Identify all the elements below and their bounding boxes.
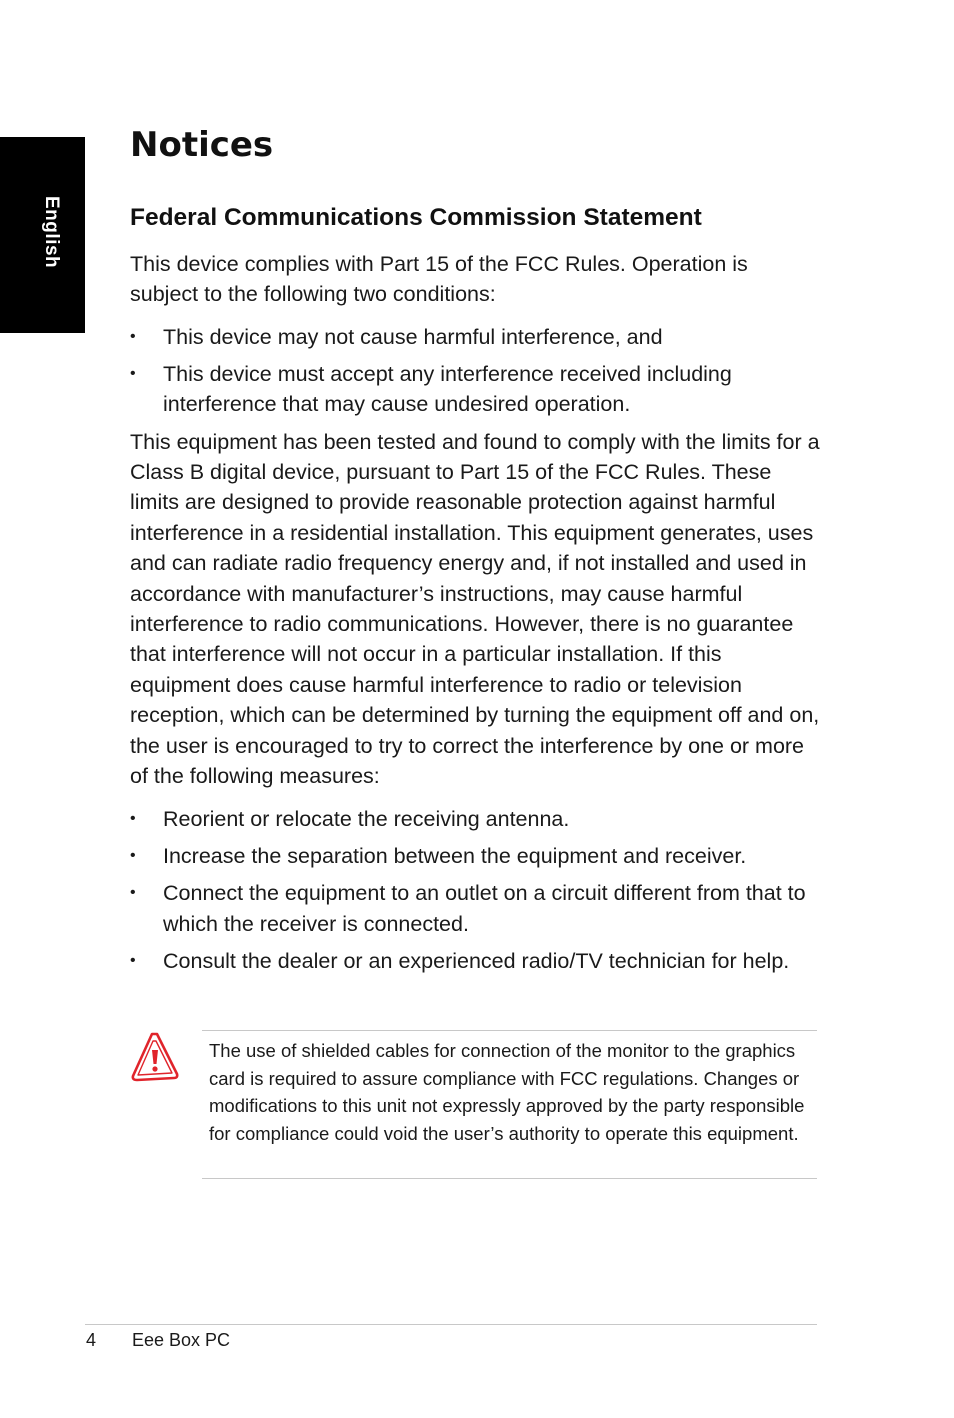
list-item xyxy=(130,878,820,939)
list-item xyxy=(130,946,820,976)
bullet-icon: • xyxy=(130,847,136,865)
warning-icon xyxy=(130,1028,180,1084)
notice-box xyxy=(202,1030,817,1179)
list-item-text: This device must accept any interference received including interference that may cause undesired operation. xyxy=(163,361,732,417)
footer-divider xyxy=(85,1324,817,1325)
list-item-text: Consult the dealer or an experienced radio/TV technician for help. xyxy=(163,948,790,973)
notice-text: The use of shielded cables for connection of the monitor to the graphics card is required to assure compliance with FCC regulations. Changes or modiﬁcations to this unit not expressly approved by the party responsible for compliance could void the user’s authority to operate this equipment. xyxy=(209,1040,805,1144)
page-title: Notices xyxy=(130,125,274,165)
list-item-text: Increase the separation between the equipment and receiver. xyxy=(163,844,747,869)
footer-product-name: Eee Box PC xyxy=(132,1330,231,1350)
list-item-text: Connect the equipment to an outlet on a circuit different from that to which the receiver is connected. xyxy=(163,881,806,936)
measures-list xyxy=(130,804,820,976)
bullet-icon: • xyxy=(130,951,136,969)
list-item-text: This device may not cause harmful interference, and xyxy=(163,324,663,349)
section-body xyxy=(130,249,820,983)
bullet-icon: • xyxy=(130,810,136,828)
bullet-icon: • xyxy=(130,364,136,382)
intro-paragraph: This device complies with Part 15 of the FCC Rules. Operation is subject to the following two conditions: xyxy=(130,252,748,307)
conditions-list xyxy=(130,322,820,420)
list-item xyxy=(130,359,820,420)
list-item xyxy=(130,322,820,352)
section-heading: Federal Communications Commission Statement xyxy=(130,204,702,231)
page-number: 4 xyxy=(86,1330,97,1350)
bullet-icon: • xyxy=(130,327,136,345)
list-item xyxy=(130,841,820,871)
bullet-icon: • xyxy=(130,884,136,902)
list-item-text: Reorient or relocate the receiving antenna. xyxy=(163,807,570,832)
limits-paragraph: This equipment has been tested and found to comply with the limits for a Class B digital device, pursuant to Part 15 of the FCC Rules. These limits are designed to provide reasonable protection against harmful interference in a residential installation. This equipment generates, uses and can radiate radio frequency energy and, if not installed and used in accordance with manufacturer’s instructions, may cause harmful interference to radio communications. However, there is no guarantee that interference will not occur in a particular installation. If this equipment does cause harmful interference to radio or television reception, which can be determined by turning the equipment off and on, the user is encouraged to try to correct the interference by one or more of the following measures: xyxy=(130,429,820,788)
language-tab-label: English xyxy=(41,196,62,269)
list-item xyxy=(130,804,820,834)
